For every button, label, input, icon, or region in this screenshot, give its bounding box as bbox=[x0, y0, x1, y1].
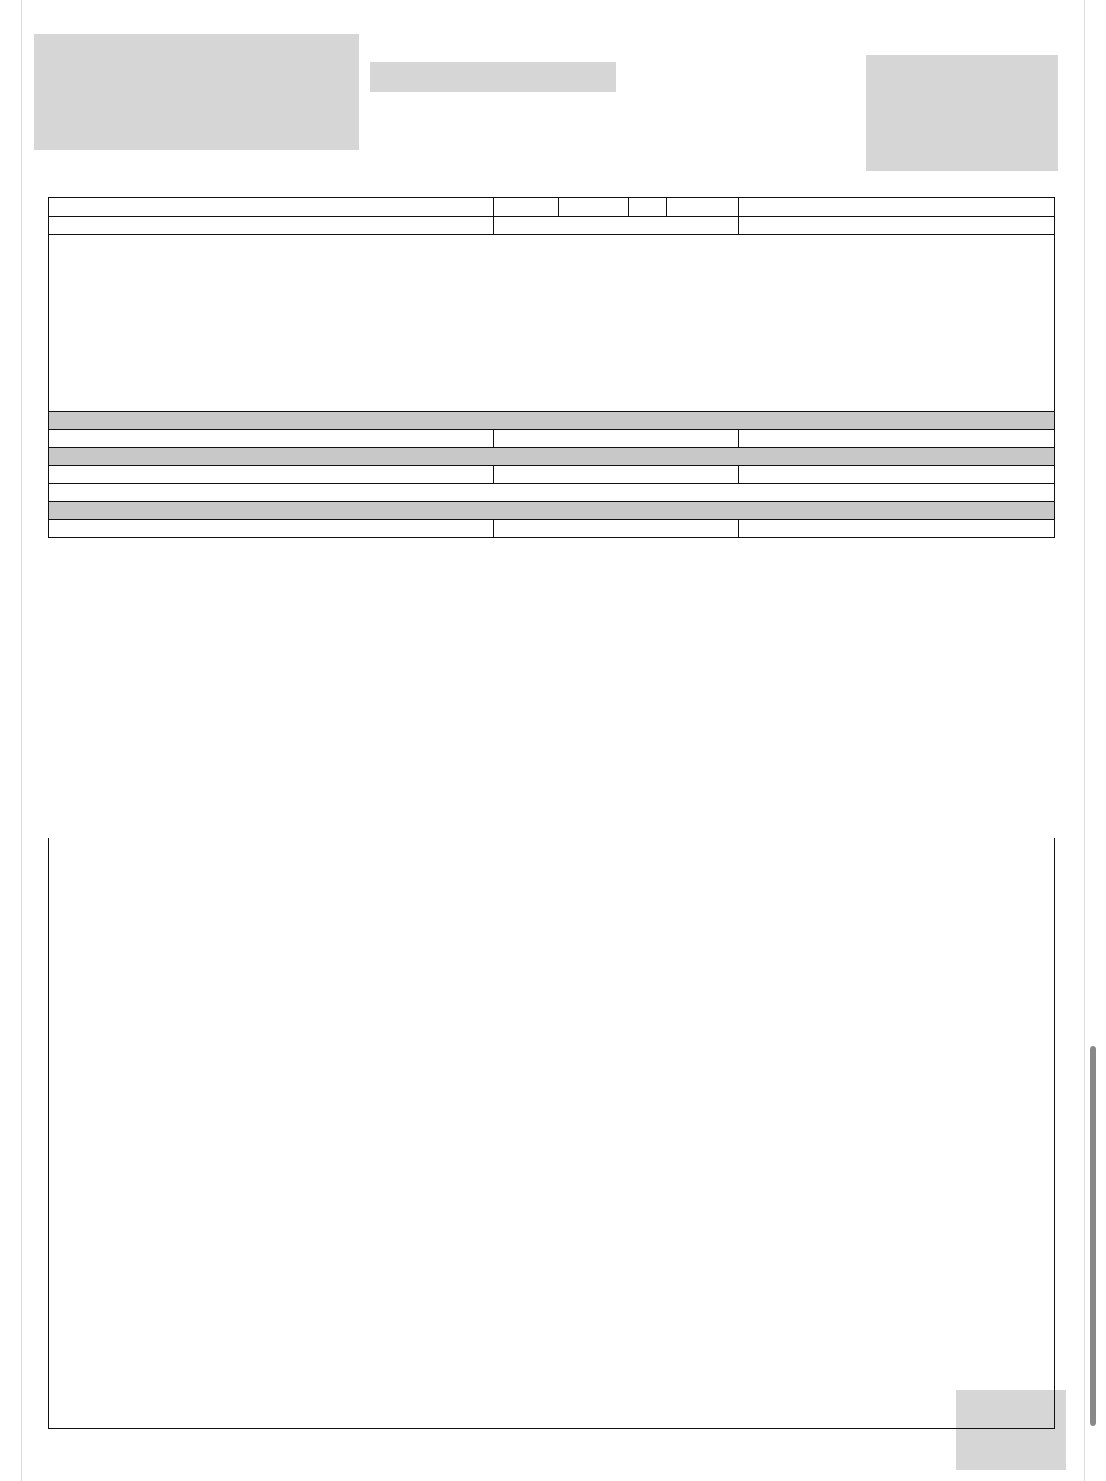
redacted-block bbox=[34, 34, 359, 150]
estimate-page bbox=[22, 0, 1084, 1481]
section-heading bbox=[49, 502, 1055, 520]
empty-table-area bbox=[48, 838, 1055, 1429]
subtotal-key bbox=[49, 430, 179, 448]
estimate-table bbox=[48, 197, 1055, 538]
section-decor bbox=[49, 502, 1055, 520]
redacted-block bbox=[370, 62, 616, 92]
subtotal-key bbox=[49, 520, 179, 538]
subtotal-amount bbox=[667, 217, 739, 235]
subtotal-row-k bbox=[49, 430, 1055, 448]
section-paper bbox=[49, 412, 1055, 430]
section-gifts bbox=[49, 448, 1055, 466]
col-unit-price bbox=[494, 198, 559, 217]
subtotal-label bbox=[179, 466, 494, 484]
col-note bbox=[739, 198, 1055, 217]
subtotal-label bbox=[179, 217, 494, 235]
subtotal-row-l bbox=[49, 466, 1055, 484]
subtotal-key bbox=[49, 466, 179, 484]
subtotal-label bbox=[179, 520, 494, 538]
col-name bbox=[49, 198, 494, 217]
scrollbar[interactable] bbox=[1090, 1046, 1096, 1426]
redacted-block bbox=[866, 55, 1058, 171]
section-heading bbox=[49, 412, 1055, 430]
col-amount bbox=[667, 198, 739, 217]
subtotal-key bbox=[49, 217, 179, 235]
gift-notes bbox=[49, 484, 1055, 502]
memorial-notes bbox=[49, 235, 1055, 412]
subtotal-row-j bbox=[49, 217, 1055, 235]
subtotal-amount bbox=[667, 430, 739, 448]
subtotal-amount bbox=[667, 466, 739, 484]
subtotal-row-m bbox=[49, 520, 1055, 538]
col-qty bbox=[629, 198, 667, 217]
col-memo bbox=[559, 198, 629, 217]
section-heading bbox=[49, 448, 1055, 466]
subtotal-label bbox=[179, 430, 494, 448]
subtotal-amount bbox=[667, 520, 739, 538]
